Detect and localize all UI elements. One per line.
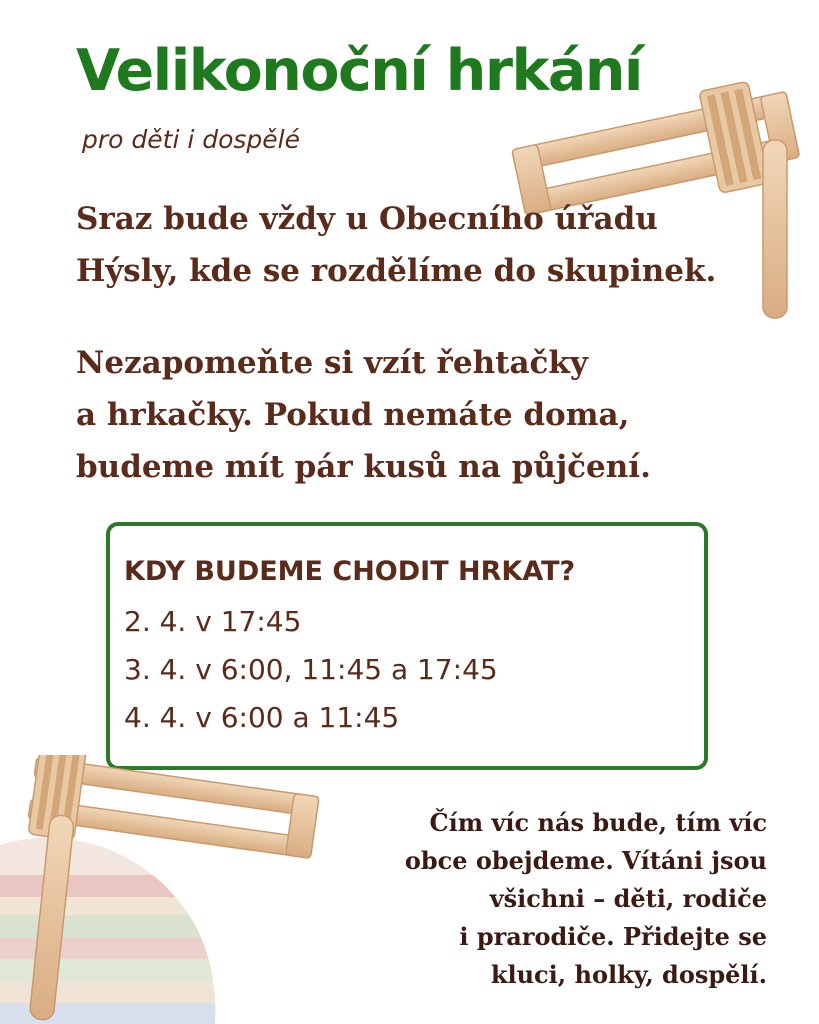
text-line: budeme mít pár kusů na půjčení.: [76, 449, 651, 485]
text-line: i prarodiče. Přidejte se: [459, 922, 767, 951]
text-line: Hýsly, kde se rozdělíme do skupinek.: [76, 253, 717, 289]
page-subtitle: pro děti i dospělé: [82, 125, 300, 154]
schedule-heading: KDY BUDEME CHODIT HRKAT?: [124, 556, 576, 587]
schedule-item: 4. 4. v 6:00 a 11:45: [124, 701, 400, 734]
schedule-item: 2. 4. v 17:45: [124, 605, 302, 638]
schedule-item: 3. 4. v 6:00, 11:45 a 17:45: [124, 653, 498, 686]
page-title: Velikonoční hrkání: [76, 38, 642, 104]
rattles-paragraph: [76, 337, 651, 493]
easter-egg-and-rattle-icon: [0, 755, 320, 1024]
closing-paragraph: [405, 804, 767, 994]
text-line: obce obejdeme. Vítáni jsou: [404, 846, 767, 875]
schedule-box: [106, 522, 708, 770]
text-line: kluci, holky, dospělí.: [490, 960, 767, 989]
meeting-paragraph: [76, 193, 716, 297]
text-line: Sraz bude vždy u Obecního úřadu: [76, 201, 658, 237]
text-line: a hrkačky. Pokud nemáte doma,: [76, 397, 630, 433]
text-line: všichni – děti, rodiče: [489, 884, 767, 913]
text-line: Čím víc nás bude, tím víc: [429, 808, 767, 837]
text-line: Nezapomeňte si vzít řehtačky: [76, 345, 588, 381]
